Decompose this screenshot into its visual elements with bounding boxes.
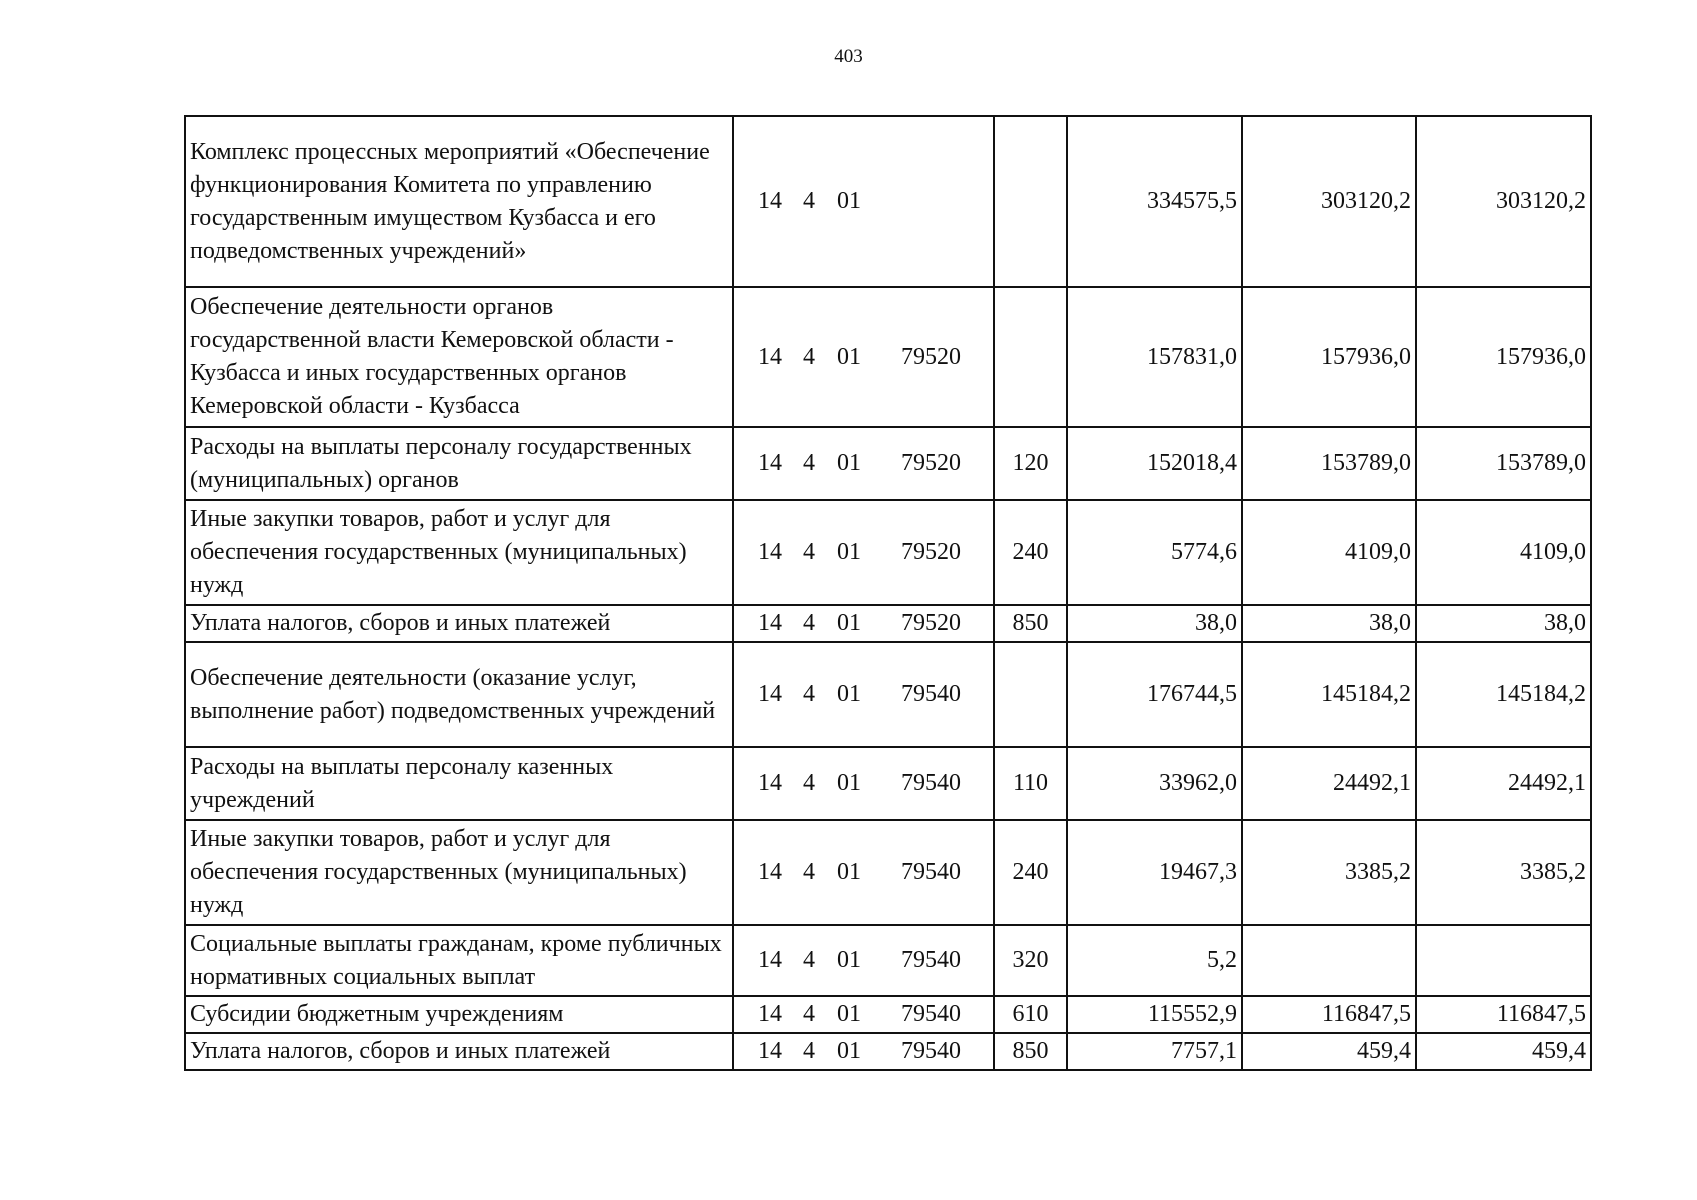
- code-c3: 01: [837, 770, 861, 796]
- code-c2: 4: [803, 681, 815, 707]
- amount-year3-cell: [1416, 925, 1591, 996]
- code-c1: 14: [758, 681, 782, 707]
- code-c4: 79520: [901, 343, 961, 370]
- classification-code-cell: [733, 747, 994, 820]
- code-c1: 14: [758, 343, 782, 370]
- amount-year3-cell: 116847,5: [1416, 996, 1591, 1033]
- code-c3: 01: [837, 681, 861, 707]
- expense-name-cell: Расходы на выплаты персоналу государственных (муниципальных) органов: [185, 427, 733, 500]
- amount-year1-cell: 157831,0: [1067, 287, 1242, 427]
- code-c3: 01: [837, 343, 861, 370]
- code-c1: 14: [758, 450, 782, 476]
- table-row: [185, 820, 1591, 925]
- code-c3: 01: [837, 1038, 861, 1064]
- expense-name-cell: Уплата налогов, сборов и иных платежей: [185, 605, 733, 642]
- amount-year3-cell: 303120,2: [1416, 116, 1591, 287]
- amount-year3-cell: 153789,0: [1416, 427, 1591, 500]
- expense-name-cell: Иные закупки товаров, работ и услуг для обеспечения государственных (муниципальных) нужд: [185, 500, 733, 605]
- amount-year3-cell: 145184,2: [1416, 642, 1591, 747]
- amount-year2-cell: 38,0: [1242, 605, 1416, 642]
- amount-year2-cell: [1242, 925, 1416, 996]
- code-c4: 79540: [901, 681, 961, 707]
- table-row: [185, 1033, 1591, 1070]
- code-c4: 79540: [901, 1038, 961, 1064]
- amount-year2-cell: 4109,0: [1242, 500, 1416, 605]
- amount-year2-cell: 116847,5: [1242, 996, 1416, 1033]
- amount-year3-cell: 3385,2: [1416, 820, 1591, 925]
- code-c2: 4: [803, 1001, 815, 1027]
- expense-name-cell: Социальные выплаты гражданам, кроме публичных нормативных социальных выплат: [185, 925, 733, 996]
- amount-year1-cell: 115552,9: [1067, 996, 1242, 1033]
- table-row: [185, 287, 1591, 427]
- table-body: [185, 116, 1591, 1070]
- classification-code-cell: [733, 427, 994, 500]
- table-row: [185, 116, 1591, 287]
- amount-year1-cell: 33962,0: [1067, 747, 1242, 820]
- amount-year2-cell: 459,4: [1242, 1033, 1416, 1070]
- expense-type-cell: [994, 642, 1067, 747]
- amount-year2-cell: 303120,2: [1242, 116, 1416, 287]
- budget-table: [184, 115, 1592, 1071]
- classification-code-cell: [733, 925, 994, 996]
- expense-name-cell: Обеспечение деятельности (оказание услуг, выполнение работ) подведомственных учреждений: [185, 642, 733, 747]
- code-c4: 79520: [901, 610, 961, 636]
- amount-year2-cell: 24492,1: [1242, 747, 1416, 820]
- amount-year1-cell: 38,0: [1067, 605, 1242, 642]
- code-c2: 4: [803, 859, 815, 885]
- expense-name-cell: Субсидии бюджетным учреждениям: [185, 996, 733, 1033]
- code-c1: 14: [758, 770, 782, 796]
- amount-year1-cell: 5774,6: [1067, 500, 1242, 605]
- code-c1: 14: [758, 859, 782, 885]
- table-row: [185, 605, 1591, 642]
- code-c1: 14: [758, 188, 782, 214]
- code-c2: 4: [803, 539, 815, 565]
- table-row: [185, 747, 1591, 820]
- code-c4: 79540: [901, 859, 961, 885]
- amount-year3-cell: 157936,0: [1416, 287, 1591, 427]
- code-c3: 01: [837, 1001, 861, 1027]
- code-c2: 4: [803, 947, 815, 973]
- classification-code-cell: [733, 500, 994, 605]
- classification-code-cell: [733, 820, 994, 925]
- table-row: [185, 996, 1591, 1033]
- code-c1: 14: [758, 539, 782, 565]
- expense-name-cell: Обеспечение деятельности органов государственной власти Кемеровской области - Кузбасса и иных государственных органов Кемеровской области - Кузбасса: [185, 287, 733, 427]
- expense-type-cell: 120: [994, 427, 1067, 500]
- expense-type-cell: 610: [994, 996, 1067, 1033]
- code-c4: 79520: [901, 450, 961, 476]
- amount-year3-cell: 24492,1: [1416, 747, 1591, 820]
- classification-code-cell: [733, 642, 994, 747]
- amount-year3-cell: 38,0: [1416, 605, 1591, 642]
- code-c1: 14: [758, 947, 782, 973]
- expense-type-cell: 240: [994, 500, 1067, 605]
- code-c4: 79540: [901, 770, 961, 796]
- table-row: [185, 427, 1591, 500]
- code-c3: 01: [837, 859, 861, 885]
- expense-type-cell: 850: [994, 605, 1067, 642]
- expense-type-cell: 240: [994, 820, 1067, 925]
- amount-year1-cell: 5,2: [1067, 925, 1242, 996]
- code-c2: 4: [803, 770, 815, 796]
- code-c2: 4: [803, 343, 815, 370]
- expense-name-cell: Иные закупки товаров, работ и услуг для обеспечения государственных (муниципальных) нужд: [185, 820, 733, 925]
- code-c3: 01: [837, 188, 861, 214]
- expense-type-cell: 850: [994, 1033, 1067, 1070]
- table-row: [185, 500, 1591, 605]
- expense-name-cell: Уплата налогов, сборов и иных платежей: [185, 1033, 733, 1070]
- code-c1: 14: [758, 610, 782, 636]
- expense-type-cell: 320: [994, 925, 1067, 996]
- table-row: [185, 925, 1591, 996]
- expense-type-cell: 110: [994, 747, 1067, 820]
- amount-year2-cell: 145184,2: [1242, 642, 1416, 747]
- code-c4: 79540: [901, 1001, 961, 1027]
- amount-year2-cell: 153789,0: [1242, 427, 1416, 500]
- amount-year3-cell: 459,4: [1416, 1033, 1591, 1070]
- code-c2: 4: [803, 188, 815, 214]
- code-c4: 79540: [901, 947, 961, 973]
- amount-year1-cell: 334575,5: [1067, 116, 1242, 287]
- code-c3: 01: [837, 947, 861, 973]
- code-c3: 01: [837, 450, 861, 476]
- classification-code-cell: [733, 605, 994, 642]
- amount-year1-cell: 152018,4: [1067, 427, 1242, 500]
- expense-type-cell: [994, 287, 1067, 427]
- classification-code-cell: [733, 1033, 994, 1070]
- code-c3: 01: [837, 610, 861, 636]
- page-number: 403: [834, 46, 863, 67]
- classification-code-cell: [733, 116, 994, 287]
- amount-year1-cell: 176744,5: [1067, 642, 1242, 747]
- code-c2: 4: [803, 610, 815, 636]
- code-c2: 4: [803, 1038, 815, 1064]
- expense-name-cell: Комплекс процессных мероприятий «Обеспечение функционирования Комитета по управлению государственным имуществом Кузбасса и его подведомственных учреждений»: [185, 116, 733, 287]
- amount-year1-cell: 7757,1: [1067, 1033, 1242, 1070]
- classification-code-cell: [733, 287, 994, 427]
- code-c1: 14: [758, 1001, 782, 1027]
- amount-year1-cell: 19467,3: [1067, 820, 1242, 925]
- amount-year2-cell: 157936,0: [1242, 287, 1416, 427]
- expense-type-cell: [994, 116, 1067, 287]
- code-c1: 14: [758, 1038, 782, 1064]
- table-row: [185, 642, 1591, 747]
- code-c2: 4: [803, 450, 815, 476]
- amount-year2-cell: 3385,2: [1242, 820, 1416, 925]
- code-c3: 01: [837, 539, 861, 565]
- code-c4: 79520: [901, 539, 961, 565]
- amount-year3-cell: 4109,0: [1416, 500, 1591, 605]
- classification-code-cell: [733, 996, 994, 1033]
- expense-name-cell: Расходы на выплаты персоналу казенных учреждений: [185, 747, 733, 820]
